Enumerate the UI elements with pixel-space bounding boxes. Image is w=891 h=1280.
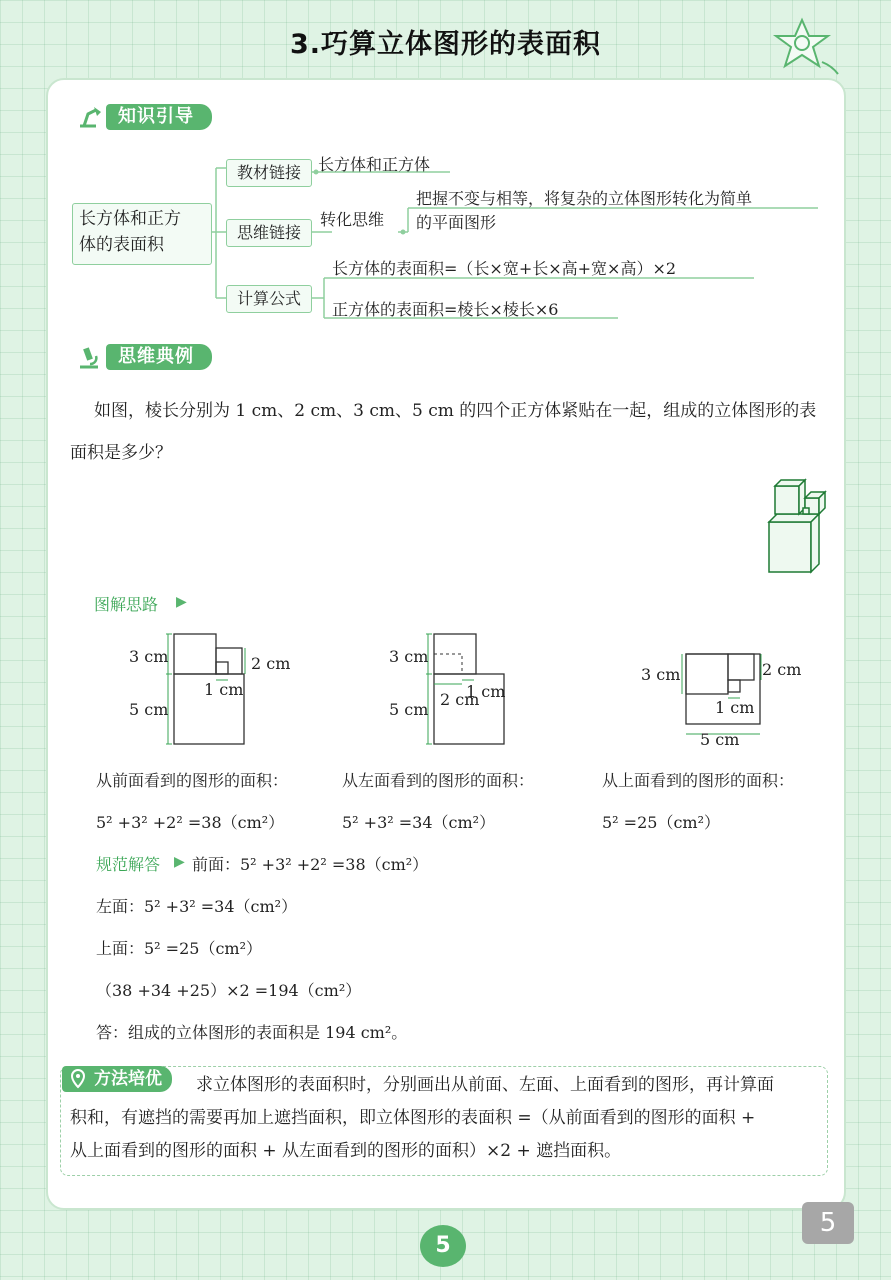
top-formula: 5² =25（cm²） — [602, 813, 720, 832]
method-line1: 求立体图形的表面积时，分别画出从前面、左面、上面看到的图形，再计算面 — [196, 1075, 774, 1095]
left-label-5cm: 5 cm — [389, 700, 429, 719]
method-line3: 从上面看到的图形的面积 + 从左面看到的图形的面积）×2 + 遮挡面积。 — [70, 1141, 622, 1161]
solution-front: 前面：5² +3² +2² =38（cm²） — [192, 855, 429, 874]
top-label-3cm: 3 cm — [641, 665, 681, 684]
solution-total: （38 +34 +25）×2 =194（cm²） — [96, 981, 362, 1000]
mindmap-branch-textbook: 教材链接 — [226, 159, 312, 187]
left-formula: 5² +3² =34（cm²） — [342, 813, 496, 832]
left-label-2cm: 2 cm — [440, 690, 480, 709]
left-label-1cm: 1 cm — [466, 682, 506, 701]
corner-page-number: 5 — [802, 1202, 854, 1244]
mindmap-thinking-text2: 的平面图形 — [416, 213, 497, 232]
front-label-5cm: 5 cm — [129, 700, 169, 719]
mindmap-textbook-content: 长方体和正方体 — [318, 155, 431, 174]
mindmap-branch-formula: 计算公式 — [226, 285, 312, 313]
knowledge-heading — [76, 104, 256, 130]
diagram-heading-arrow-icon: ▶ — [176, 594, 187, 610]
location-pin-icon — [68, 1069, 88, 1089]
microscope-icon — [76, 344, 102, 370]
solution-answer: 答：组成的立体图形的表面积是 194 cm²。 — [96, 1023, 408, 1042]
top-caption: 从上面看到的图形的面积： — [602, 771, 795, 790]
mindmap-root-line1: 长方体和正方 — [79, 209, 181, 229]
front-label-2cm: 2 cm — [251, 654, 291, 673]
top-label-1cm: 1 cm — [715, 698, 755, 717]
method-line2: 积和，有遮挡的需要再加上遮挡面积，即立体图形的表面积 =（从前面看到的图形的面积 + — [70, 1108, 756, 1128]
method-heading-label: 方法培优 — [94, 1069, 162, 1089]
front-formula: 5² +3² +2² =38（cm²） — [96, 813, 285, 832]
top-label-5cm: 5 cm — [700, 730, 740, 749]
formula-cube: 正方体的表面积=棱长×棱长×6 — [332, 300, 559, 319]
example-heading-label: 思维典例 — [106, 344, 212, 370]
front-caption: 从前面看到的图形的面积： — [96, 771, 289, 790]
page-title: 3.巧算立体图形的表面积 — [289, 29, 602, 60]
method-heading — [62, 1066, 172, 1092]
example-heading — [76, 344, 256, 370]
mascot-logo — [762, 16, 842, 78]
solution-top: 上面：5² =25（cm²） — [96, 939, 262, 958]
solid-figure — [765, 478, 835, 578]
left-label-3cm: 3 cm — [389, 647, 429, 666]
front-label-1cm: 1 cm — [204, 680, 244, 699]
page-number-badge: 5 — [420, 1225, 466, 1267]
top-label-2cm: 2 cm — [762, 660, 802, 679]
formula-cuboid: 长方体的表面积=（长×宽+长×高+宽×高）×2 — [332, 259, 677, 278]
problem-line1: 如图，棱长分别为 1 cm、2 cm、3 cm、5 cm 的四个正方体紧贴在一起，组成的立体图形的表 — [94, 401, 817, 421]
solution-left: 左面：5² +3² =34（cm²） — [96, 897, 298, 916]
problem-line2: 面积是多少？ — [70, 443, 172, 463]
diagram-heading: 图解思路 — [94, 595, 159, 614]
solution-heading: 规范解答 — [96, 855, 161, 874]
lamp-icon — [76, 104, 102, 130]
mindmap-branch-thinking: 思维链接 — [226, 219, 312, 247]
left-caption: 从左面看到的图形的面积： — [342, 771, 535, 790]
top-view-diagram — [678, 650, 768, 740]
mindmap-thinking-text1: 把握不变与相等，将复杂的立体图形转化为简单 — [416, 189, 753, 208]
knowledge-heading-label: 知识引导 — [106, 104, 212, 130]
mindmap-thinking-mid: 转化思维 — [320, 210, 385, 229]
mindmap-root-line2: 体的表面积 — [79, 235, 164, 255]
mindmap-root — [72, 203, 212, 265]
front-label-3cm: 3 cm — [129, 647, 169, 666]
solution-arrow-icon: ▶ — [174, 854, 185, 870]
